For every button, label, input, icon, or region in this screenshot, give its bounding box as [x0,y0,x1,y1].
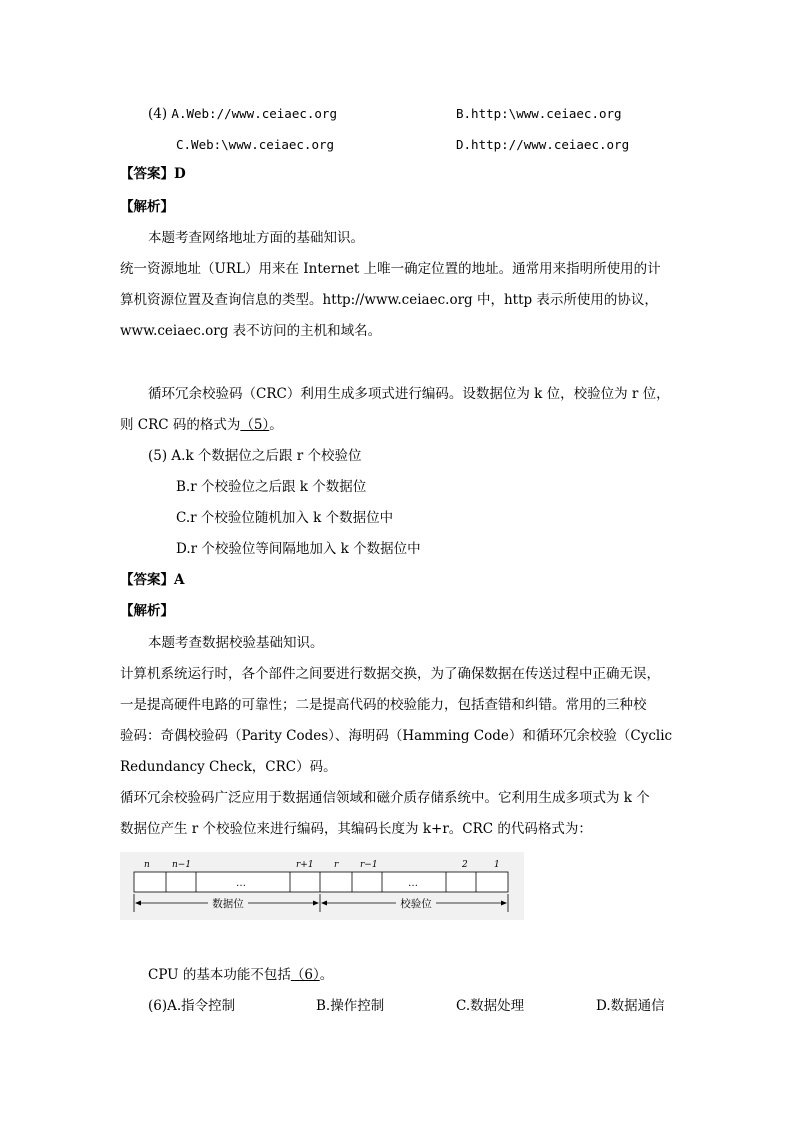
bit-label-n: n [144,860,150,870]
crc-format-diagram [120,852,524,920]
bit-label-2: 2 [462,860,468,870]
q5-analysis-line: Redundancy Check，CRC）码。 [120,759,337,775]
q5-answer: 【答案】A [120,572,185,588]
q5-option-c: C.r 个校验位随机加入 k 个数据位中 [176,510,394,526]
q6-option-a: (6)A.指令控制 [148,998,236,1014]
q5-analysis-line: 计算机系统运行时，各个部件之间要进行数据交换，为了确保数据在传送过程中正确无误， [120,666,660,682]
q6-option-d: D.数据通信 [596,998,665,1014]
q5-analysis-line: 数据位产生 r 个校验位来进行编码，其编码长度为 k+r。CRC 的代码格式为： [120,821,592,837]
q6-blank: （6） [290,967,320,983]
q4-option-c: C.Web:\www.ceiaec.org [176,137,335,152]
q6-option-c: C.数据处理 [456,998,525,1014]
q4-option-a: (4) A.Web://www.ceiaec.org [148,106,337,122]
q5-option-b: B.r 个校验位之后跟 k 个数据位 [176,479,367,495]
q6-option-b: B.操作控制 [316,998,385,1014]
data-bits-label: 数据位 [212,898,244,910]
q4-option-d: D.http://www.ceiaec.org [456,137,630,152]
q6-stem: CPU 的基本功能不包括（6）。 [148,967,334,983]
q4-analysis-intro: 本题考查网络地址方面的基础知识。 [148,230,364,246]
q5-option-d: D.r 个校验位等间隔地加入 k 个数据位中 [176,541,421,557]
check-bits-label: 校验位 [400,898,432,910]
bit-label-r-plus-1: r+1 [296,860,314,870]
crc-register-frame [134,872,508,892]
q4-analysis-line: www.ceiaec.org 表不访问的主机和域名。 [120,323,382,339]
q5-analysis-line: 一是提高硬件电路的可靠性；二是提高代码的校验能力，包括查错和纠错。常用的三种校 [120,697,647,713]
q5-stem-line: 循环冗余校验码（CRC）利用生成多项式进行编码。设数据位为 k 位，校验位为 r 位， [148,386,670,402]
q5-option-a: (5) A.k 个数据位之后跟 r 个校验位 [148,448,362,464]
q5-analysis-intro: 本题考查数据校验基础知识。 [148,635,324,651]
bit-label-n-minus-1: n−1 [172,860,192,870]
q4-analysis-heading: 【解析】 [120,199,174,215]
bit-label-1: 1 [494,860,500,870]
q4-option-b: B.http:\www.ceiaec.org [456,106,622,121]
q5-analysis-line: 循环冗余校验码广泛应用于数据通信领域和磁介质存储系统中。它利用生成多项式为 k 个 [120,790,650,806]
q4-analysis-line: 统一资源地址（URL）用来在 Internet 上唯一确定位置的地址。通常用来指明所使用的计 [120,261,661,277]
bit-label-r-minus-1: r−1 [360,860,378,870]
q5-stem-line: 则 CRC 码的格式为（5）。 [120,417,283,433]
bit-label-r: r [334,860,339,870]
q5-blank: （5） [240,417,270,433]
check-ellipsis: … [408,878,418,889]
q5-analysis-line: 验码：奇偶校验码（Parity Codes）、海明码（Hamming Code）和循环冗余校验（Cyclic [120,728,673,744]
q4-analysis-line: 算机资源位置及查询信息的类型。http://www.ceiaec.org 中，http 表示所使用的协议， [120,292,658,308]
data-ellipsis: … [236,878,246,889]
q5-analysis-heading: 【解析】 [120,603,174,619]
q4-answer: 【答案】D [120,166,186,182]
